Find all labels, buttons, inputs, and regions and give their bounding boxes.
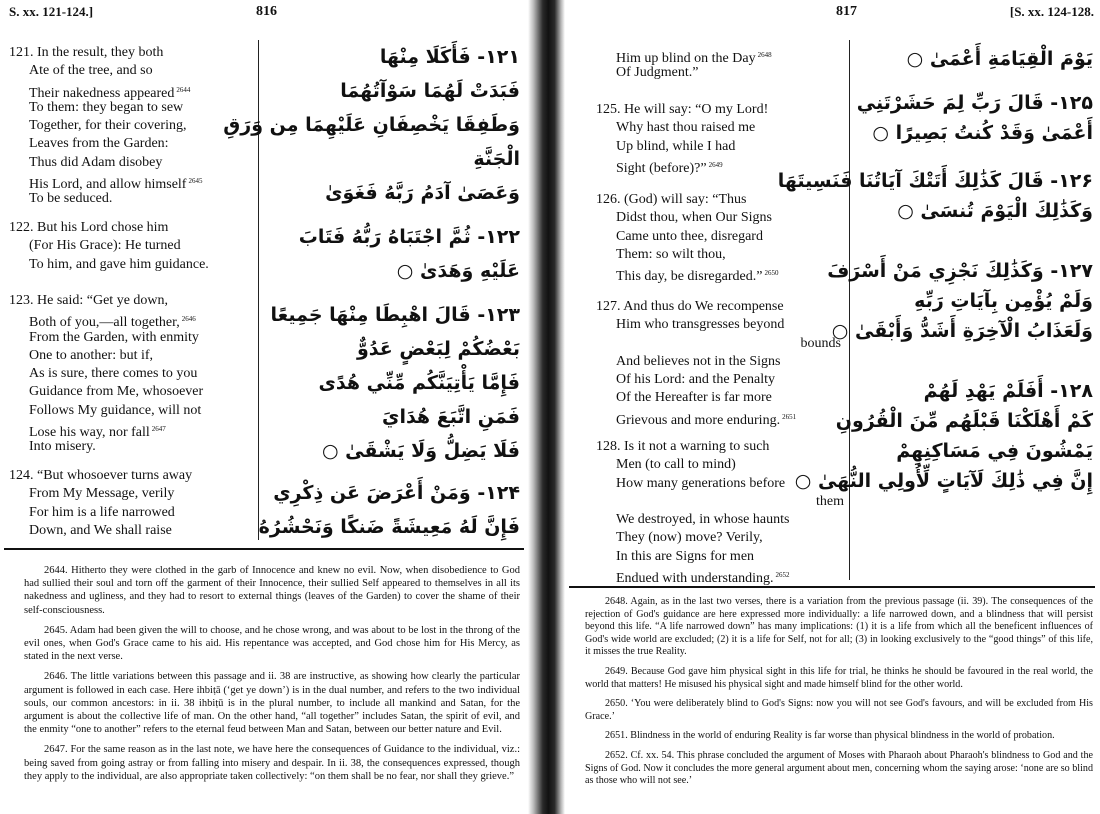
arabic-line: وَكَذَٰلِكَ الْيَوْمَ تُنسَىٰ ○ <box>897 200 1093 222</box>
verse-line <box>596 316 841 334</box>
verse-text: them <box>816 493 844 509</box>
arabic-line: فَلَا يَضِلُّ وَلَا يَشْقَىٰ ○ <box>321 440 520 462</box>
verse-text: 126. (God) will say: “Thus <box>596 192 747 207</box>
footnote-2644: 2644. Hitherto they were clothed in the garb of Innocence and knew no evil. Now, when disobedience to God had sullied their soul and torn off the garment of their Innocence, their sullied Self appeared to themselves in all its nakedness and ugliness, and they had to resort to external things (leaves of the Garden) to cover the shame of their self-consciousness. <box>24 565 520 616</box>
verse-line <box>596 371 841 389</box>
verse-text: They (now) move? Verily, <box>616 530 763 546</box>
verse-line <box>596 566 844 587</box>
verse-line <box>9 219 209 237</box>
arabic-line: يَوْمَ الْقِيَامَةِ أَعْمَىٰ ○ <box>906 48 1093 70</box>
arabic-line: ۱۲۲- ثُمَّ اجْتَبَاهُ رَبُّهُ فَتَابَ <box>298 226 520 248</box>
verse-text: 124. “But whosoever turns away <box>9 468 193 483</box>
verse-line <box>596 228 778 246</box>
footnote-marker: 2644 <box>176 85 191 94</box>
verse-text: Of Judgment.” <box>616 65 699 81</box>
verse-text: Follows My guidance, will not <box>29 402 202 418</box>
verse-text: Lose his way, nor fall <box>29 425 150 441</box>
footnote-2648: 2648. Again, as in the last two verses, there is a variation from the previous passage (ii. 39). The consequences of the rejection of God's guidance are here expressed more individually: a life narrowed down, and a blindness that will persist beyond this life. “A life narrowed down” has many implications: (1) it is a life from which all the beneficent influences of God's wide world are excluded; (2) it is a life for Self, not for all; (3) in looking exclusively to the “good things” of this life, it misses the true Reality. <box>585 596 1093 658</box>
arabic-line: وَلَعَذَابُ الْآخِرَةِ أَشَدُّ وَأَبْقَىٰ ○ <box>831 320 1093 342</box>
verse-text: Ate of the tree, and so <box>29 63 153 79</box>
verse-line <box>596 511 844 529</box>
verse-line <box>9 190 202 208</box>
footnote-marker: 2652 <box>775 571 790 580</box>
verse-text: Men (to call to mind) <box>616 457 736 473</box>
verse-line <box>9 365 203 383</box>
arabic-line: عَلَيْهِ وَهَدَىٰ ○ <box>396 260 520 282</box>
arabic-text-column <box>223 40 520 544</box>
verse-text: To them: they began to sew <box>29 99 184 115</box>
verse-text: Him who transgresses beyond <box>616 317 785 333</box>
verse-line <box>9 329 203 347</box>
footnote-2652: 2652. Cf. xx. 54. This phrase concluded the argument of Moses with Pharaoh about Pharaoh's blindness to God and the Signs of God. Now it concludes the more general argument about men, concerning whom the saying arose: ‘none are so blind as those who will not see.’ <box>585 749 1093 787</box>
arabic-line: ۱۲۵- قَالَ رَبِّ لِمَ حَشَرْتَنِي <box>856 92 1093 114</box>
verse-text: We destroyed, in whose haunts <box>616 512 790 528</box>
verse-line <box>9 117 202 135</box>
verse-line <box>596 209 778 227</box>
verse-line <box>9 256 209 274</box>
verse-line <box>596 438 844 456</box>
verse-text: Sight (before)?” <box>616 160 707 176</box>
verse-122 <box>9 219 209 274</box>
footnote-marker: 2651 <box>782 412 797 421</box>
verse-line <box>9 292 203 310</box>
footnotes <box>585 596 1093 795</box>
verse-line <box>596 46 772 64</box>
verse-text: Them: so wilt thou, <box>616 246 726 262</box>
footnote-separator <box>569 586 1095 588</box>
verse-text: 122. But his Lord chose him <box>9 220 169 235</box>
arabic-line: فَإِنَّ لَهُ مَعِيشَةً ضَنكًا وَنَحْشُرُهُ <box>258 516 520 538</box>
verse-126 <box>596 191 779 285</box>
arabic-line: ۱۲۴- وَمَنْ أَعْرَضَ عَن ذِكْرِي <box>273 482 520 504</box>
verse-line <box>596 529 844 547</box>
verse-line <box>9 135 202 153</box>
arabic-line: كَمْ أَهْلَكْنَا قَبْلَهُم مِّنَ الْقُرُونِ <box>835 410 1093 432</box>
left-page <box>0 0 528 814</box>
verse-line <box>596 335 841 353</box>
verse-line <box>9 485 192 503</box>
verse-line <box>9 420 203 441</box>
verse-line <box>9 62 202 80</box>
arabic-line: فَبَدَتْ لَهُمَا سَوْآتُهُمَا <box>340 80 520 102</box>
verse-128 <box>596 438 844 587</box>
verse-line <box>9 154 202 172</box>
verse-text: Endued with understanding. <box>616 571 774 587</box>
verse-text: And believes not in the Signs <box>616 353 781 369</box>
footnote-2646: 2646. The little variations between this passage and ii. 38 are instructive, as showing how clearly the particular argument is followed in each case. Here ihbiṭā (‘get ye down’) is in the dual number, and refers to the two individual souls, our common ancestors: in ii. 38 ihbiṭū is in the plural number, to include all mankind and Satan, for the argument is about the collective life of man. On the other hand, “all together” includes Satan, the spirit of evil, and the enmity “one to another” refers to the eternal feud between Man and Satan, between our better nature and Evil. <box>24 671 520 736</box>
verse-text: This day, be disregarded.” <box>616 269 763 285</box>
verse-line <box>596 64 772 82</box>
verse-line <box>596 548 844 566</box>
arabic-line: إِنَّ فِي ذَٰلِكَ لَآيَاتٍ لِّأُولِي النُّهَىٰ ○ <box>794 470 1093 492</box>
footnote-2651: 2651. Blindness in the world of enduring Reality is far worse than physical blindness in the world of probation. <box>605 730 1055 742</box>
page-number: 816 <box>256 4 277 19</box>
verse-line <box>596 246 778 264</box>
verse-line <box>596 389 841 407</box>
verse-text: How many generations before <box>616 475 786 491</box>
verse-line <box>596 353 841 371</box>
footnote-2645: 2645. Adam had been given the will to choose, and he chose wrong, and was about to be lost in the throng of the evil ones, when God's Grace came to his aid. His repentance was accepted, and God chose him for His Mercy, as stated in the next verse. <box>24 624 520 663</box>
verse-line <box>9 237 209 255</box>
arabic-line: ۱۲۶- قَالَ كَذَٰلِكَ أَتَتْكَ آيَاتُنَا فَنَسِيتَهَا <box>777 170 1093 192</box>
verse-124 <box>9 467 192 540</box>
verse-text: Came unto thee, disregard <box>616 228 763 244</box>
verse-line <box>9 438 203 456</box>
verse-text: His Lord, and allow himself <box>29 177 187 193</box>
footnote-separator <box>4 548 524 550</box>
arabic-line: ۱۲۷- وَكَذَٰلِكَ نَجْزِي مَنْ أَسْرَفَ <box>827 260 1093 282</box>
verse-text: Him up blind on the Day <box>616 51 756 66</box>
arabic-line: فَإِمَّا يَأْتِيَنَّكُم مِّنِّي هُدًى <box>318 372 520 394</box>
verse-line <box>596 298 841 316</box>
verse-text: Of the Hereafter is far more <box>616 390 772 406</box>
chapter-reference: [S. xx. 124-128. <box>1009 4 1094 19</box>
verse-line <box>9 81 202 99</box>
verse-text: From the Garden, with enmity <box>29 329 199 345</box>
arabic-line: وَطَفِقَا يَخْصِفَانِ عَلَيْهِمَا مِن وَرَقِ <box>223 114 520 136</box>
verse-123 <box>9 292 203 457</box>
verse-line <box>596 408 841 426</box>
footnote-marker: 2645 <box>188 177 203 186</box>
verse-127 <box>596 298 841 426</box>
verse-line <box>9 522 192 540</box>
verse-line <box>9 44 202 62</box>
verse-text: Into misery. <box>29 439 96 455</box>
arabic-line: ۱۲۸- أَفَلَمْ يَهْدِ لَهُمْ <box>923 380 1093 402</box>
verse-text: As is sure, there comes to you <box>29 366 198 382</box>
footnote-marker: 2649 <box>708 160 723 169</box>
verse-line <box>596 156 768 174</box>
verse-text: Of his Lord: and the Penalty <box>616 372 776 388</box>
book-spine <box>528 0 565 814</box>
arabic-line: وَلَمْ يُؤْمِن بِآيَاتِ رَبِّهِ <box>914 290 1093 312</box>
verse-text: 125. He will say: “O my Lord! <box>596 102 769 117</box>
verse-line <box>596 138 768 156</box>
verse-text: One to another: but if, <box>29 347 154 363</box>
verse-text: 128. Is it not a warning to such <box>596 439 770 454</box>
verse-text: 127. And thus do We recompense <box>596 299 784 314</box>
verse-line <box>9 402 203 420</box>
footnote-2650: 2650. ‘You were deliberately blind to God's Signs: now you will not see God's favours, and will be excluded from His Grace.’ <box>585 698 1093 722</box>
arabic-line: ۱۲۱- فَأَكَلَا مِنْهَا <box>379 46 520 68</box>
footnote-marker: 2648 <box>757 51 772 59</box>
verse-text: In this are Signs for men <box>616 548 755 564</box>
verse-text: To him, and gave him guidance. <box>29 256 209 272</box>
verse-text: 123. He said: “Get ye down, <box>9 293 169 308</box>
arabic-line: يَمْشُونَ فِي مَسَاكِنِهِمْ <box>896 440 1093 462</box>
arabic-line: وَعَصَىٰ آدَمُ رَبَّهُ فَغَوَىٰ <box>325 182 520 204</box>
arabic-line: الْجَنَّةِ <box>473 148 520 170</box>
verse-line <box>9 347 203 365</box>
verse-line <box>596 264 779 285</box>
verse-line <box>596 191 778 209</box>
arabic-line: بَعْضُكُمْ لِبَعْضٍ عَدُوٌّ <box>356 338 520 360</box>
verse-121 <box>9 44 202 209</box>
verse-124-cont <box>596 46 772 83</box>
verse-line <box>9 467 192 485</box>
right-page <box>565 0 1100 814</box>
verse-text: Their nakedness appeared <box>29 85 175 101</box>
footnote-2649: 2649. Because God gave him physical sight in this life for trial, he thinks he should be favoured in the real world, the world that matters! He misused his physical sight and made himself blind for the other world. <box>585 665 1093 690</box>
footnote-marker: 2647 <box>151 425 166 434</box>
verse-line <box>9 383 203 401</box>
footnote-2647: 2647. For the same reason as in the last note, we have here the consequences of Guidance to the individual, viz.: being saved from going astray or from falling into misery and despair. In ii. 38, the consequences expressed, though they apply to the individual, are also appropriate taken collectively: “on them shall be no fear, nor shall they grieve.” <box>24 744 520 782</box>
verse-text: Both of you,—all together, <box>29 315 180 331</box>
verse-text: Grievous and more enduring. <box>616 412 781 428</box>
arabic-line: أَعْمَىٰ وَقَدْ كُنتُ بَصِيرًا ○ <box>872 122 1093 144</box>
footnotes <box>24 564 520 790</box>
verse-text: Why hast thou raised me <box>616 120 756 136</box>
verse-text: (For His Grace): He turned <box>29 238 181 254</box>
footnote-marker: 2650 <box>764 269 779 278</box>
verse-line <box>9 99 202 117</box>
arabic-line: فَمَنِ اتَّبَعَ هُدَايَ <box>382 406 520 428</box>
column-divider <box>849 40 850 580</box>
verse-line <box>596 119 768 137</box>
chapter-reference: S. xx. 121-124.] <box>9 4 94 19</box>
verse-text: Leaves from the Garden: <box>29 136 169 152</box>
verse-text: Down, and We shall raise <box>29 522 172 538</box>
arabic-line: ۱۲۳- قَالَ اهْبِطَا مِنْهَا جَمِيعًا <box>270 304 520 326</box>
verse-text: bounds <box>800 335 841 351</box>
verse-text: From My Message, verily <box>29 486 175 502</box>
verse-line <box>9 504 192 522</box>
verse-text: Up blind, while I had <box>616 138 736 154</box>
verse-text: For him is a life narrowed <box>29 504 175 520</box>
verse-text: 121. In the result, they both <box>9 45 164 60</box>
verse-text: Together, for their covering, <box>29 118 187 134</box>
verse-line <box>9 172 203 193</box>
verse-text: Thus did Adam disobey <box>29 154 163 170</box>
page-number: 817 <box>836 4 857 19</box>
verse-line <box>596 101 768 119</box>
verse-text: Guidance from Me, whosoever <box>29 384 204 400</box>
verse-text: Didst thou, when Our Signs <box>616 210 772 226</box>
verse-line <box>9 310 203 331</box>
footnote-marker: 2646 <box>181 315 196 324</box>
verse-text: To be seduced. <box>29 191 113 207</box>
verse-125 <box>596 101 768 174</box>
